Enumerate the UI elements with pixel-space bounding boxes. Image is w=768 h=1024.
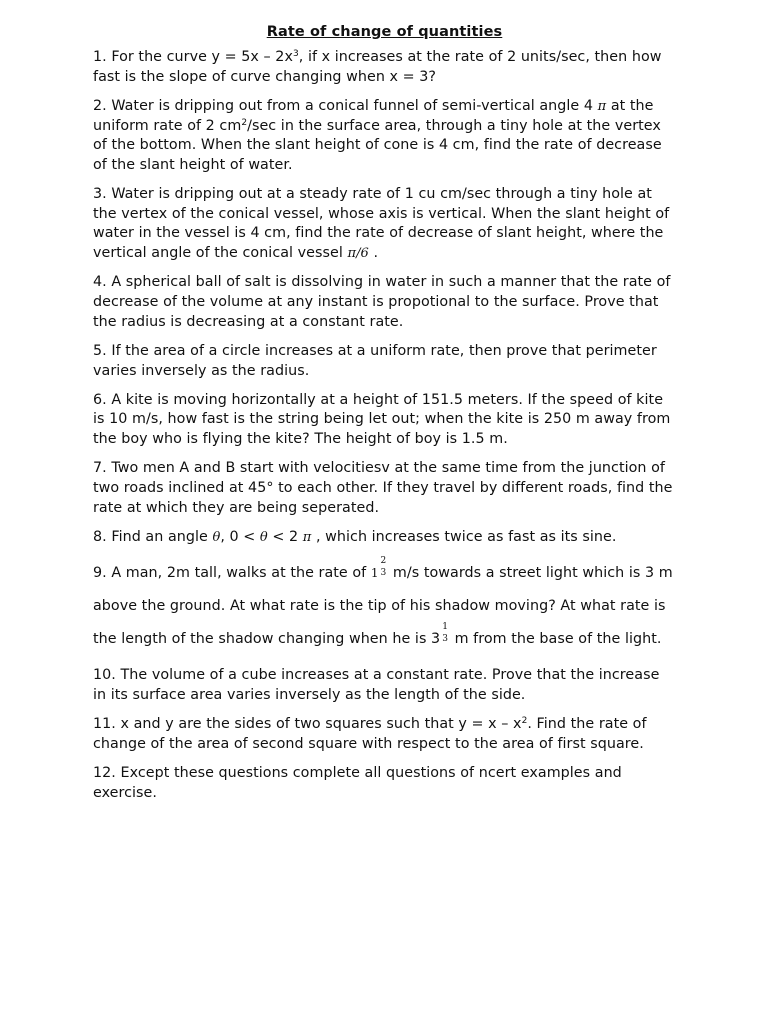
q9-mixed-fraction-1 — [381, 555, 387, 579]
q3-text-b: . — [368, 244, 379, 261]
q8-text-a: 8. Find an angle — [93, 529, 213, 546]
q3-text-a: 3. Water is dripping out at a steady rate of 1 cu cm/sec through a tiny hole at the vertex of the conical vessel, whose axis is vertical. When the slant height of water in the vessel is 4 cm, find the rate of decrease of slant height, where the vertical angle of the conical vessel — [93, 186, 670, 261]
q9-fraction-1-numerator: 2 — [380, 556, 387, 567]
question-12: 12. Except these questions complete all questions of ncert examples and exercise. — [93, 765, 622, 801]
q11-exponent: 2 — [521, 716, 528, 727]
q8-text-b: , 0 < — [220, 529, 260, 546]
q9-fraction-1-denominator: 3 — [380, 568, 387, 579]
q3-angle: π/6 — [347, 245, 369, 261]
q9-text-a: 9. A man, 2m tall, walks at the rate of — [93, 565, 371, 582]
q9-mixed-fraction-1-whole: 1 — [370, 566, 379, 581]
q8-text-c: < 2 — [267, 529, 303, 546]
question-11 — [93, 715, 676, 754]
q2-text-c: /sec in the surface area, through a tiny hole at the vertex of the bottom. When the slant height of cone is 4 cm, find the rate of decrease of the slant height of water. — [93, 117, 662, 173]
q2-pi-symbol: π — [597, 98, 607, 114]
q8-text-d: , which increases twice as fast as its sine. — [311, 529, 617, 546]
q8-pi-symbol: π — [302, 530, 312, 546]
q9-text-b: m/s towards a street light which is 3 m above the ground. At what rate is the tip of his shadow moving? At what rate is the length of the shadow changing when he is 3 — [93, 565, 673, 648]
q8-theta-2: θ — [259, 530, 268, 546]
q9-text-c: m from the base of the light. — [449, 631, 662, 648]
q2-text-b: at the uniform rate of 2 cm — [93, 97, 654, 134]
q1-text-a: 1. For the curve y = 5x – 2x — [93, 49, 293, 65]
q2-text-a: 2. Water is dripping out from a conical funnel of semi-vertical angle 4 — [93, 97, 598, 114]
q2-exponent: 2 — [241, 117, 248, 128]
question-10: 10. The volume of a cube increases at a constant rate. Prove that the increase in its surface area varies inversely as the length of the side. — [93, 667, 660, 703]
q9-fraction-2-numerator: 1 — [442, 622, 448, 633]
q8-theta-1: θ — [212, 530, 221, 546]
q11-text-b: . Find the rate of change of the area of second square with respect to the area of first square. — [93, 716, 647, 752]
question-3 — [93, 185, 676, 263]
q9-fraction-2-denominator: 3 — [442, 634, 448, 645]
question-1 — [93, 48, 676, 87]
question-9 — [93, 557, 676, 656]
question-7: 7. Two men A and B start with velocitiesv at the same time from the junction of two roads inclined at 45° to each other. If they travel by different roads, find the rate at which they are being seperated. — [93, 460, 673, 516]
q1-text-b: , if x increases at the rate of 2 units/sec, then how fast is the slope of curve changing when x = 3? — [93, 49, 662, 85]
q9-mixed-fraction-2 — [442, 621, 448, 645]
question-2 — [93, 97, 676, 175]
q1-exponent: 3 — [292, 49, 299, 59]
question-8 — [93, 528, 676, 548]
q11-text-a: 11. x and y are the sides of two squares such that y = x – x — [93, 716, 522, 733]
question-5: 5. If the area of a circle increases at a uniform rate, then prove that perimeter varies inversely as the radius. — [93, 342, 657, 379]
question-4: 4. A spherical ball of salt is dissolving in water in such a manner that the rate of decrease of the volume at any instant is propotional to the surface. Prove that the radius is decreasing at a constant rate. — [93, 274, 671, 330]
page-title: Rate of change of quantities — [266, 24, 503, 40]
question-6: 6. A kite is moving horizontally at a height of 151.5 meters. If the speed of kite is 10 m/s, how fast is the string being let out; when the kite is 250 m away from the boy who is flying the kite? The height of boy is 1.5 m. — [93, 391, 671, 448]
